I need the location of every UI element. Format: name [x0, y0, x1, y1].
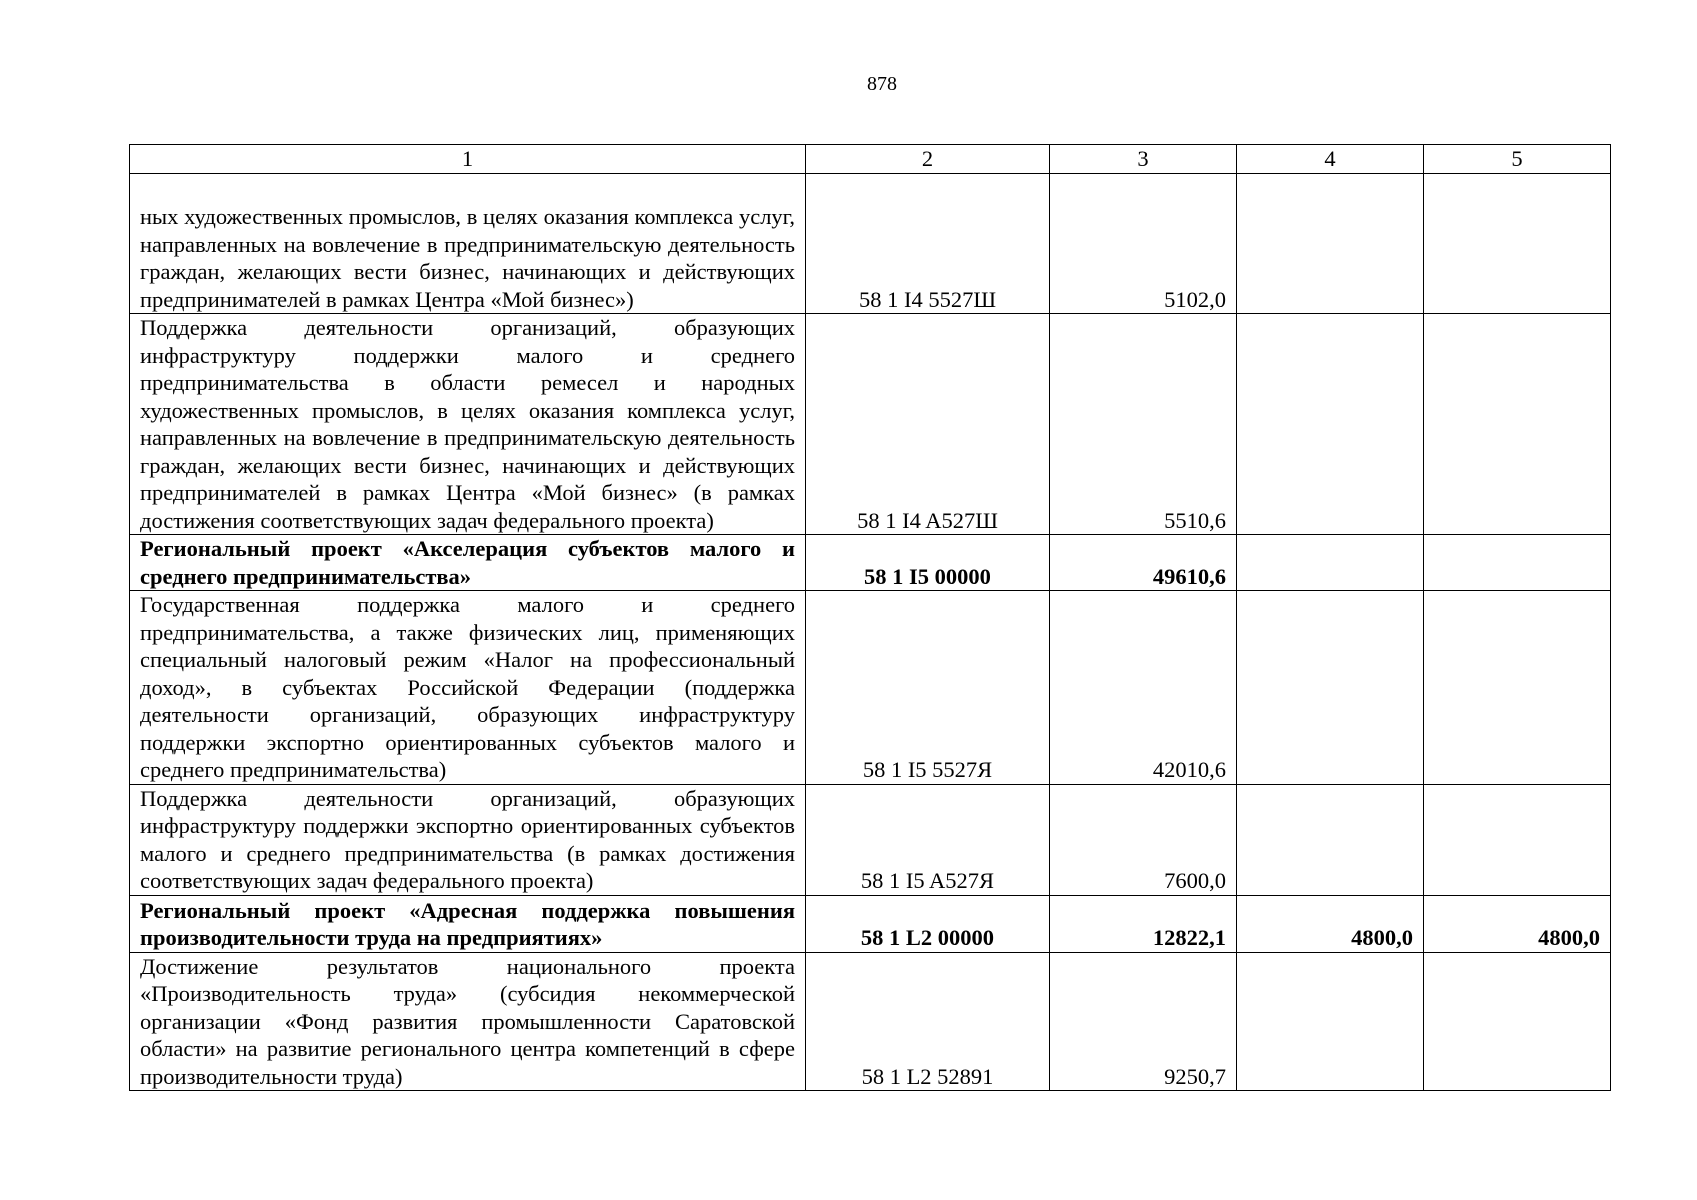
page-number: 878 — [867, 73, 897, 95]
row-value-4 — [1237, 174, 1424, 314]
row-value-3: 5102,0 — [1050, 174, 1237, 314]
table-row — [130, 591, 1611, 785]
table-row — [130, 174, 1611, 314]
table-header-row — [130, 145, 1611, 174]
row-name: Поддержка деятельности организаций, образующих инфраструктуру поддержки малого и среднего предпринимательства в области ремесел и народных художественных промыслов, в целях оказания комплекса услуг, направленных на вовлечение в предпринимательскую деятельность граждан, желающих вести бизнес, начинающих и действующих предпринимателей в рамках Центра «Мой бизнес» (в рамках достижения соответствующих задач федерального проекта) — [130, 314, 806, 535]
row-name: Региональный проект «Адресная поддержка повышения производительности труда на предприятиях» — [130, 895, 806, 952]
row-value-4 — [1237, 784, 1424, 895]
row-code: 58 1 I5 00000 — [806, 535, 1050, 591]
row-name: ных художественных промыслов, в целях оказания комплекса услуг, направленных на вовлечение в предпринимательскую деятельность граждан, желающих вести бизнес, начинающих и действующих предпринимателей в рамках Центра «Мой бизнес») — [130, 174, 806, 314]
row-value-5: 4800,0 — [1424, 895, 1611, 952]
row-value-4: 4800,0 — [1237, 895, 1424, 952]
row-value-3: 7600,0 — [1050, 784, 1237, 895]
row-value-3: 49610,6 — [1050, 535, 1237, 591]
table-row — [130, 535, 1611, 591]
table-row — [130, 784, 1611, 895]
row-value-5 — [1424, 535, 1611, 591]
table-row — [130, 952, 1611, 1091]
row-code: 58 1 L2 52891 — [806, 952, 1050, 1091]
row-value-3: 12822,1 — [1050, 895, 1237, 952]
row-code: 58 1 I5 5527Я — [806, 591, 1050, 785]
row-code: 58 1 I4 A527Ш — [806, 314, 1050, 535]
row-value-5 — [1424, 784, 1611, 895]
column-header-1: 1 — [130, 145, 806, 174]
column-header-2: 2 — [806, 145, 1050, 174]
row-value-4 — [1237, 952, 1424, 1091]
row-code: 58 1 I5 A527Я — [806, 784, 1050, 895]
budget-table — [129, 144, 1611, 1091]
row-value-4 — [1237, 535, 1424, 591]
row-value-3: 5510,6 — [1050, 314, 1237, 535]
row-value-5 — [1424, 314, 1611, 535]
table-row — [130, 895, 1611, 952]
row-value-5 — [1424, 591, 1611, 785]
row-code: 58 1 I4 5527Ш — [806, 174, 1050, 314]
row-name: Поддержка деятельности организаций, образующих инфраструктуру поддержки экспортно ориентированных субъектов малого и среднего предпринимательства (в рамках достижения соответствующих задач федерального проекта) — [130, 784, 806, 895]
row-name: Государственная поддержка малого и среднего предпринимательства, а также физических лиц, применяющих специальный налоговый режим «Налог на профессиональный доход», в субъектах Российской Федерации (поддержка деятельности организаций, образующих инфраструктуру поддержки экспортно ориентированных субъектов малого и среднего предпринимательства) — [130, 591, 806, 785]
row-value-3: 42010,6 — [1050, 591, 1237, 785]
column-header-3: 3 — [1050, 145, 1237, 174]
row-value-4 — [1237, 314, 1424, 535]
table-row — [130, 314, 1611, 535]
row-name: Региональный проект «Акселерация субъектов малого и среднего предпринимательства» — [130, 535, 806, 591]
column-header-5: 5 — [1424, 145, 1611, 174]
row-value-5 — [1424, 174, 1611, 314]
column-header-4: 4 — [1237, 145, 1424, 174]
row-code: 58 1 L2 00000 — [806, 895, 1050, 952]
row-value-3: 9250,7 — [1050, 952, 1237, 1091]
row-value-5 — [1424, 952, 1611, 1091]
row-value-4 — [1237, 591, 1424, 785]
row-name: Достижение результатов национального проекта «Производительность труда» (субсидия некоммерческой организации «Фонд развития промышленности Саратовской области» на развитие регионального центра компетенций в сфере производительности труда) — [130, 952, 806, 1091]
